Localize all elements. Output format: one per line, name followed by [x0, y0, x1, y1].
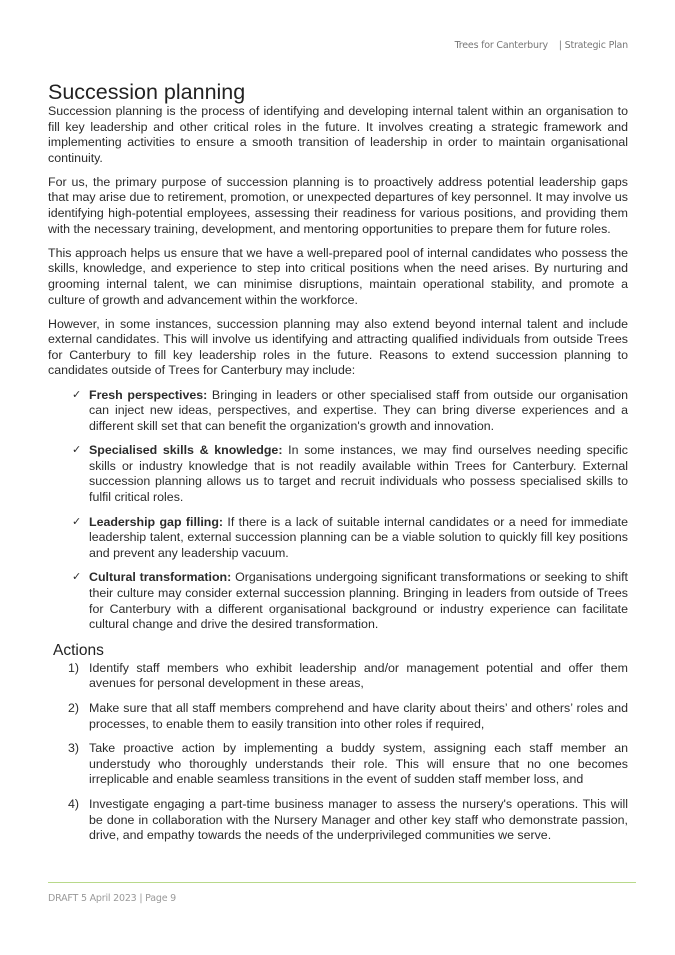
paragraph: This approach helps us ensure that we have a well-prepared pool of internal candidates who possess the skills, knowledge, and experience to step into critical positions when the need arises. By nurturing and grooming internal talent, we can minimise disruptions, maintain operational stability, and promote a culture of growth and advancement within the workforce. [48, 245, 628, 307]
action-number: 2) [68, 701, 80, 715]
action-item [48, 797, 628, 844]
header-doc-title: | Strategic Plan [558, 40, 628, 51]
action-text: Identify staff members who exhibit leadership and/or management potential and offer them avenues for personal development in these areas, [89, 660, 628, 691]
bullet-text: If there is a lack of suitable internal candidates or a need for immediate leadership talent, external succession planning can be a viable solution to quickly fill key positions and prevent any leadership vacuum. [89, 514, 628, 560]
action-text: Make sure that all staff members comprehend and have clarity about theirs’ and others’ roles and processes, to enable them to easily transition into other roles if required, [89, 701, 628, 731]
page-footer: DRAFT 5 April 2023 | Page 9 [48, 893, 177, 904]
bullet-term: Fresh perspectives: [89, 387, 208, 402]
bullet-term: Specialised skills & knowledge: [89, 443, 283, 458]
list-item [48, 443, 628, 505]
action-text: Investigate engaging a part-time business manager to assess the nursery's operations. This will be done in collaboration with the Nursery Manager and other key staff who demonstrate passion, drive, and empathy towards the needs of the underprivileged communities we serve. [89, 796, 628, 843]
checkmark-icon: ✓ [72, 388, 82, 401]
paragraph: Succession planning is the process of identifying and developing internal talent within an organisation to fill key leadership and other critical roles in the future. It involves creating a strategic framework and implementing activities to ensure a smooth transition of leadership in order to maintain organisational continuity. [48, 104, 628, 165]
page-content [48, 80, 628, 853]
footer-divider [48, 882, 636, 883]
actions-heading: Actions [53, 641, 104, 659]
page-header [455, 40, 628, 51]
paragraph: However, in some instances, succession planning may also extend beyond internal talent and include external candidates. This will involve us identifying and attracting qualified individuals from outside Trees for Canterbury to fill key leadership roles in the future. Reasons to extend succession planning to candidates outside of Trees for Canterbury may include: [48, 316, 628, 378]
list-item [48, 515, 628, 562]
checkmark-icon: ✓ [72, 515, 82, 528]
bullet-term: Leadership gap filling: [89, 514, 224, 529]
list-item [48, 388, 628, 435]
bullet-term: Cultural transformation: [89, 570, 232, 585]
action-text: Take proactive action by implementing a buddy system, assigning each staff member an understudy who thoroughly understands their role. This will ensure that no one becomes irreplicable and enable seamless transitions in the event of sudden staff member loss, and [89, 741, 628, 787]
bullet-text: Organisations undergoing significant transformations or seeking to shift their culture may consider external succession planning. Bringing in leaders from outside of Trees for Canterbury with a different organisational background or industry experience can facilitate cultural change and drive the desired transformation. [89, 570, 628, 632]
action-number: 4) [68, 796, 80, 811]
action-item [48, 661, 628, 692]
action-item [48, 701, 628, 732]
list-item [48, 570, 628, 632]
action-number: 1) [68, 660, 80, 675]
header-org: Trees for Canterbury [454, 40, 548, 51]
action-number: 3) [68, 741, 80, 756]
bullet-text: Bringing in leaders or other specialised staff from outside our organisation can inject new ideas, perspectives, and expertise. They can bring diverse experiences and a different skill set that can benefit the organization's growth and innovation. [89, 387, 628, 433]
reasons-list [48, 388, 628, 633]
paragraph: For us, the primary purpose of succession planning is to proactively address potential leadership gaps that may arise due to retirement, promotion, or unexpected departures of key personnel. It may involve us identifying high-potential employees, assessing their readiness for various positions, and providing them with the necessary training, development, and mentoring opportunities to prepare them for future roles. [48, 174, 628, 236]
page-title: Succession planning [48, 80, 246, 104]
checkmark-icon: ✓ [72, 571, 82, 584]
action-item [48, 741, 628, 788]
actions-list [48, 661, 628, 844]
bullet-text: In some instances, we may find ourselves needing specific skills or industry knowledge that is not readily available within Trees for Canterbury. External succession planning allows us to target and recruit individuals who possess specialised skills to fulfil critical roles. [89, 443, 628, 505]
checkmark-icon: ✓ [72, 444, 82, 457]
